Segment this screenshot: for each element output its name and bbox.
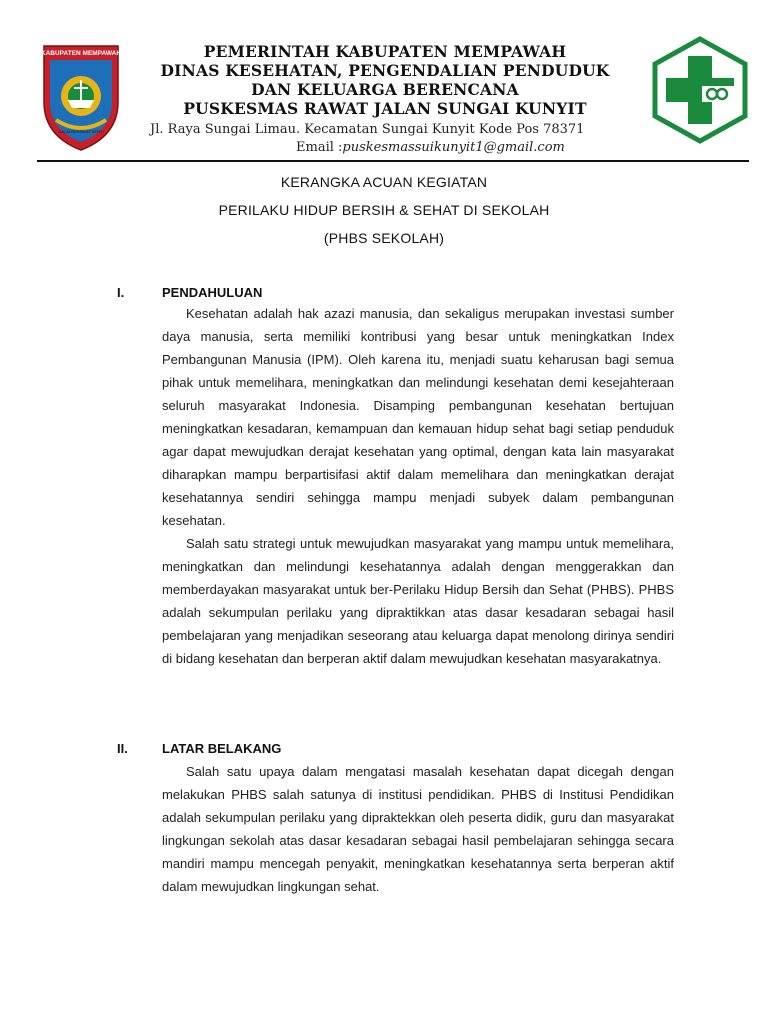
crest-banner-text: KABUPATEN MEMPAWAH — [40, 50, 122, 57]
section-2-number: II. — [117, 741, 128, 756]
kabupaten-mempawah-crest-logo — [40, 40, 122, 152]
section-1-number: I. — [117, 285, 125, 300]
letterhead-line-1: PEMERINTAH KABUPATEN MEMPAWAH — [203, 42, 567, 61]
crest-motto-text: GALAI BERSIKAT SENYI — [58, 129, 104, 134]
section-1-paragraph-2: Salah satu strategi untuk mewujudkan masyarakat yang mampu untuk memelihara, meningkatkan dan melindungi kesehatannya adalah dengan menggerakkan dan memberdayakan masyarakat untuk ber-Perilaku Hidup Bersih dan Sehat (PHBS). PHBS adalah sekumpulan perilaku yang dipraktikkan atas dasar kesadaran sebagai hasil pembelajaran yang menjadikan seseorang atau keluarga dapat menolong dirinya sendiri di bidang kesehatan dan berperan aktif dalam mewujudkan kesehatan masyarakatnya. — [162, 536, 674, 666]
email-label: Email : — [296, 140, 343, 155]
section-2-paragraph-1: Salah satu upaya dalam mengatasi masalah kesehatan dapat dicegah dengan melakukan PHBS salah satunya di institusi pendidikan. PHBS di Institusi Pendidikan adalah sekumpulan perilaku yang dipraktekkan oleh peserta didik, guru dan masyarakat lingkungan sekolah atas dasar kesadaran sebagai hasil pembelajaran sehingga secara mandiri mampu mencegah penyakit, meningkatkan kesehatannya serta berperan aktif dalam mewujudkan lingkungan sehat. — [162, 764, 674, 894]
puskesmas-logo — [650, 36, 750, 144]
letterhead-line-2: DINAS KESEHATAN, PENGENDALIAN PENDUDUK — [160, 61, 610, 80]
letterhead-title — [130, 42, 640, 118]
letterhead — [0, 0, 768, 165]
section-2-heading: LATAR BELAKANG — [162, 741, 282, 756]
email-address[interactable]: puskesmassuikunyit1@gmail.com — [342, 140, 565, 155]
letterhead-line-3: DAN KELUARGA BERENCANA — [251, 80, 519, 99]
letterhead-email — [296, 140, 616, 155]
section-1-paragraph-1: Kesehatan adalah hak azazi manusia, dan sekaligus merupakan investasi sumber daya manusia, serta memiliki kontribusi yang besar untuk meningkatkan Index Pembangunan Manusia (IPM). Oleh karena itu, menjadi suatu keharusan bagi semua pihak untuk memelihara, meningkatkan dan melindungi kesehatan demi kesejahteraan seluruh masyarakat Indonesia. Disamping pembangunan kesehatan bertujuan meningkatkan kesadaran, kemampuan dan kemauan hidup sehat bagi setiap penduduk agar dapat mewujudkan derajat kesehatan yang optimal, dengan kata lain masyarakat diharapkan mampu berpartisifasi aktif dalam memelihara dan meningkatkan derajat kesehatannya sendiri sehingga mampu menjadi subyek dalam pembangunan kesehatan. — [162, 306, 674, 528]
section-1-heading: PENDAHULUAN — [162, 285, 263, 300]
document-subtitle-abbrev: (PHBS SEKOLAH) — [323, 230, 445, 246]
letterhead-divider — [37, 160, 749, 162]
letterhead-line-4: PUSKESMAS RAWAT JALAN SUNGAI KUNYIT — [183, 99, 587, 118]
document-title: KERANGKA ACUAN KEGIATAN — [280, 174, 488, 190]
letterhead-address: Jl. Raya Sungai Limau. Kecamatan Sungai Kunyit Kode Pos 78371 — [150, 122, 585, 137]
document-subtitle: PERILAKU HIDUP BERSIH & SEHAT DI SEKOLAH — [218, 202, 550, 218]
